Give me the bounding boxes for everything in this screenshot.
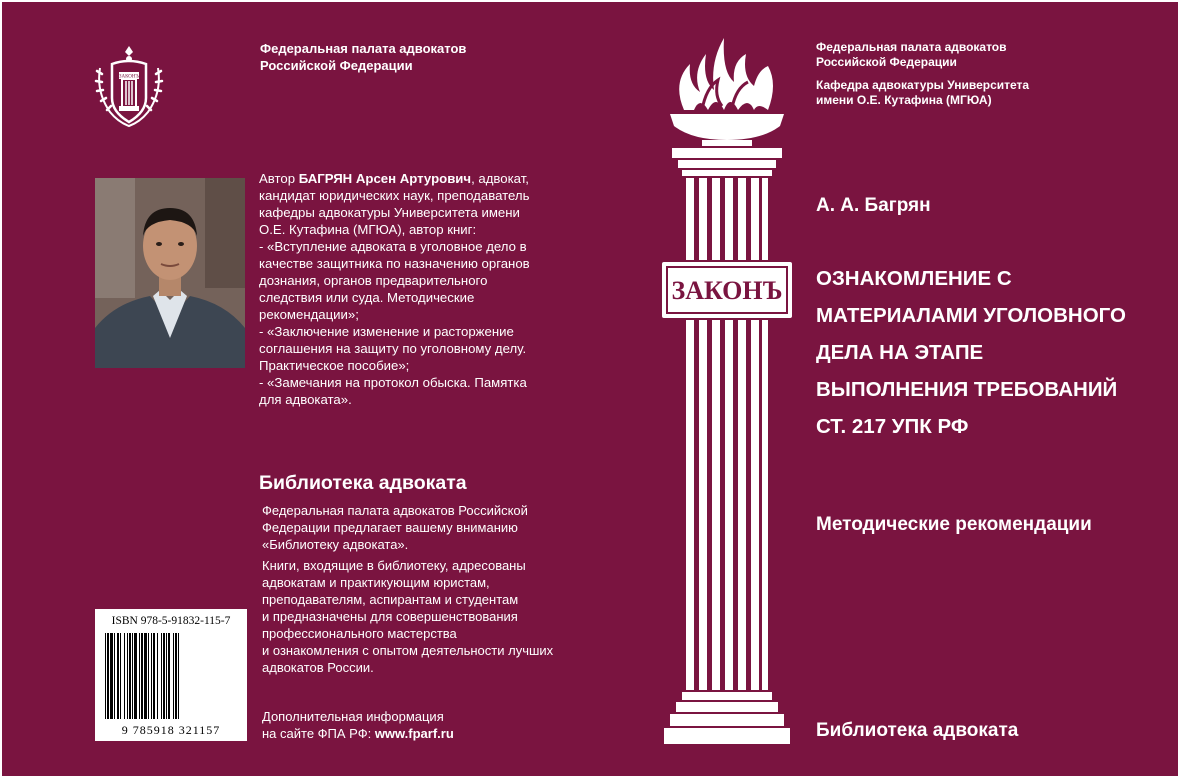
column-torch-icon	[662, 32, 792, 762]
barcode-number: 9 785918 321157	[121, 723, 221, 737]
library-line: «Библиотеку адвоката».	[262, 537, 409, 552]
title-line: ДЕЛА НА ЭТАПЕ	[816, 341, 984, 364]
title-line: ВЫПОЛНЕНИЯ ТРЕБОВАНИЙ	[816, 378, 1118, 401]
emblem-text: ЗАКОНЪ	[118, 74, 140, 80]
library-paragraph	[262, 557, 582, 676]
publisher-name-back	[260, 40, 580, 74]
library-line: и ознакомления с опытом деятельности лучших	[262, 643, 554, 658]
bio-line: Практическое пособие»;	[259, 358, 410, 373]
isbn-number: ISBN 978-5-91832-115-7	[111, 615, 231, 627]
column-plaque-text: ЗАКОНЪ	[671, 276, 783, 305]
library-line: профессионального мастерства	[262, 626, 457, 641]
more-info-line	[262, 725, 582, 742]
library-line: адвокатам и практикующим юристам,	[262, 575, 490, 590]
library-description	[262, 502, 582, 680]
publisher-line: Кафедра адвокатуры Университета	[816, 78, 1030, 92]
bio-line: соглашения на защиту по уголовному делу.	[259, 341, 527, 356]
library-line: Федеральная палата адвокатов Российской	[262, 503, 528, 518]
bar-association-emblem-icon	[94, 42, 164, 130]
author-name: БАГРЯН Арсен Артурович	[298, 171, 472, 186]
publisher-line: Федеральная палата адвокатов	[816, 40, 1007, 54]
library-line: и предназначены для совершенствования	[262, 609, 518, 624]
bio-line: качестве защитника по назначению органов	[259, 256, 530, 271]
bio-line: для адвоката».	[259, 392, 352, 407]
bio-line: - «Вступление адвоката в уголовное дело в	[259, 239, 527, 254]
title-line: СТ. 217 УПК РФ	[816, 415, 969, 438]
author-name-front: А. А. Багрян	[816, 195, 931, 216]
bio-line: следствия или суда. Методические	[259, 290, 475, 305]
book-title	[816, 260, 1146, 445]
barcode-bars-icon	[103, 633, 239, 719]
publisher-line: Российской Федерации	[260, 58, 413, 73]
library-title: Библиотека адвоката	[259, 472, 467, 494]
publisher-line: имени О.Е. Кутафина (МГЮА)	[816, 93, 992, 107]
library-line: преподавателям, аспирантам и студентам	[262, 592, 519, 607]
publisher-names-front	[816, 40, 1146, 116]
publisher-line: Российской Федерации	[816, 55, 957, 69]
publisher-line: Федеральная палата адвокатов	[260, 41, 467, 56]
library-paragraph	[262, 502, 582, 553]
library-line: адвокатов России.	[262, 660, 374, 675]
bio-line: рекомендации»;	[259, 307, 359, 322]
author-photo	[95, 178, 245, 368]
author-portrait-icon	[95, 178, 245, 368]
author-prefix: Автор	[259, 171, 299, 186]
book-cover	[2, 2, 1178, 776]
book-subtitle: Методические рекомендации	[816, 514, 1092, 535]
bio-line: О.Е. Кутафина (МГЮА), автор книг:	[259, 222, 477, 237]
publisher-block	[816, 40, 1146, 70]
library-line: Федерации предлагает вашему вниманию	[262, 520, 518, 535]
more-info-line: Дополнительная информация	[262, 709, 444, 724]
bio-line: кандидат юридических наук, преподаватель	[259, 188, 530, 203]
bio-line: - «Заключение изменение и расторжение	[259, 324, 514, 339]
publisher-block	[816, 78, 1146, 108]
bio-line: кафедры адвокатуры Университета имени	[259, 205, 520, 220]
library-line: Книги, входящие в библиотеку, адресованы	[262, 558, 526, 573]
bio-line: дознания, органов предварительного	[259, 273, 488, 288]
title-line: ОЗНАКОМЛЕНИЕ С	[816, 267, 1012, 290]
website-link[interactable]: www.fparf.ru	[374, 726, 454, 741]
bio-line: - «Замечания на протокол обыска. Памятка	[259, 375, 527, 390]
more-info	[262, 708, 582, 742]
bio-line	[259, 170, 589, 187]
author-bio	[259, 170, 589, 408]
bio-line-text: , адвокат,	[471, 171, 529, 186]
more-info-prefix: на сайте ФПА РФ:	[262, 726, 375, 741]
isbn-barcode	[95, 609, 247, 741]
series-name: Библиотека адвоката	[816, 720, 1019, 741]
title-line: МАТЕРИАЛАМИ УГОЛОВНОГО	[816, 304, 1126, 327]
